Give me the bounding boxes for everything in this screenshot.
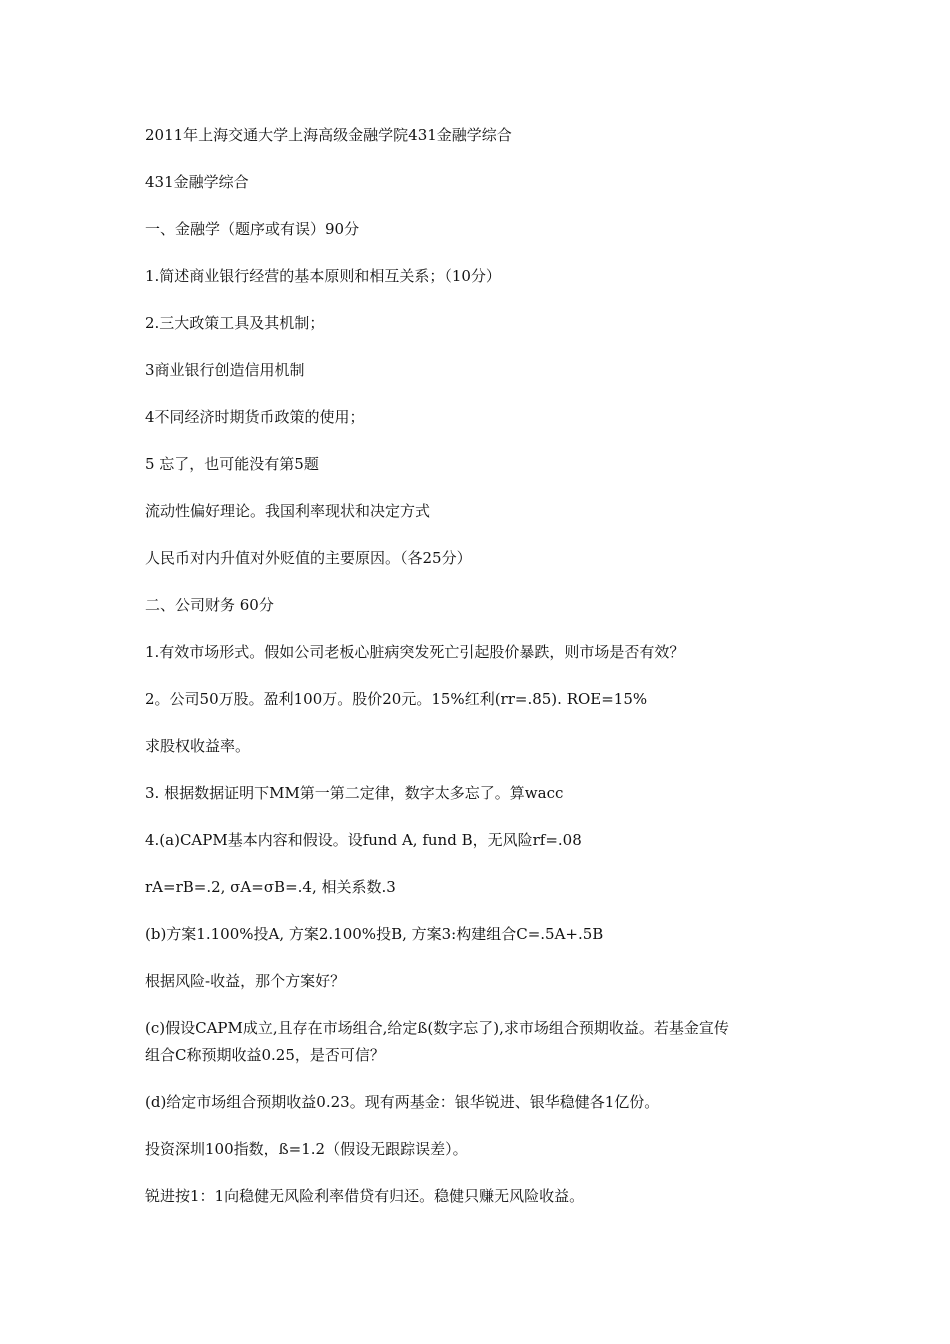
- question-2-4c-line-1: (c)假设CAPM成立,且存在市场组合,给定ß(数字忘了),求市场组合预期收益。若基金宣传: [145, 1019, 729, 1037]
- document-subtitle: 431金融学综合: [145, 173, 249, 191]
- question-2-2-continued: 求股权收益率。: [145, 737, 251, 755]
- question-2-3: 3. 根据数据证明下MM第一第二定律，数字太多忘了。算wacc: [145, 784, 564, 802]
- question-2-4d: (d)给定市场组合预期收益0.23。现有两基金：银华锐进、银华稳健各1亿份。: [145, 1093, 660, 1111]
- question-1-4: 4不同经济时期货币政策的使用；: [145, 408, 365, 426]
- question-2-4a: 4.(a)CAPM基本内容和假设。设fund A, fund B，无风险rf=.08: [145, 831, 582, 849]
- question-1-3: 3商业银行创造信用机制: [145, 361, 305, 379]
- question-2-4d-continued-2: 锐进按1：1向稳健无风险利率借贷有归还。稳健只赚无风险收益。: [145, 1187, 585, 1205]
- section-heading-finance: 一、金融学（题序或有误）90分: [145, 220, 360, 238]
- question-2-1: 1.有效市场形式。假如公司老板心脏病突发死亡引起股价暴跌，则市场是否有效？: [145, 643, 685, 661]
- question-1-5: 5 忘了，也可能没有第5题: [145, 455, 319, 473]
- question-1-2: 2.三大政策工具及其机制；: [145, 314, 325, 332]
- question-2-2: 2。公司50万股。盈利100万。股价20元。15%红利(rr=.85). ROE=15%: [145, 690, 648, 708]
- document-title: 2011年上海交通大学上海高级金融学院431金融学综合: [145, 126, 512, 144]
- question-2-4b-continued: 根据风险-收益，那个方案好？: [145, 972, 346, 990]
- question-2-4a-continued: rA=rB=.2, σA=σB=.4, 相关系数.3: [145, 878, 396, 896]
- document-body: [145, 122, 825, 1210]
- question-2-4d-continued: 投资深圳100指数，ß=1.2（假设无跟踪误差）。: [145, 1140, 468, 1158]
- question-1-7: 人民币对内升值对外贬值的主要原因。（各25分）: [145, 549, 472, 567]
- section-heading-corporate-finance: 二、公司财务 60分: [145, 596, 274, 614]
- question-1-1: 1.简述商业银行经营的基本原则和相互关系；（10分）: [145, 267, 501, 285]
- question-2-4c-line-2: 组合C称预期收益0.25，是否可信？: [145, 1046, 385, 1064]
- question-1-6: 流动性偏好理论。我国利率现状和决定方式: [145, 502, 431, 520]
- question-2-4b: (b)方案1.100%投A, 方案2.100%投B, 方案3:构建组合C=.5A+.5B: [145, 925, 604, 943]
